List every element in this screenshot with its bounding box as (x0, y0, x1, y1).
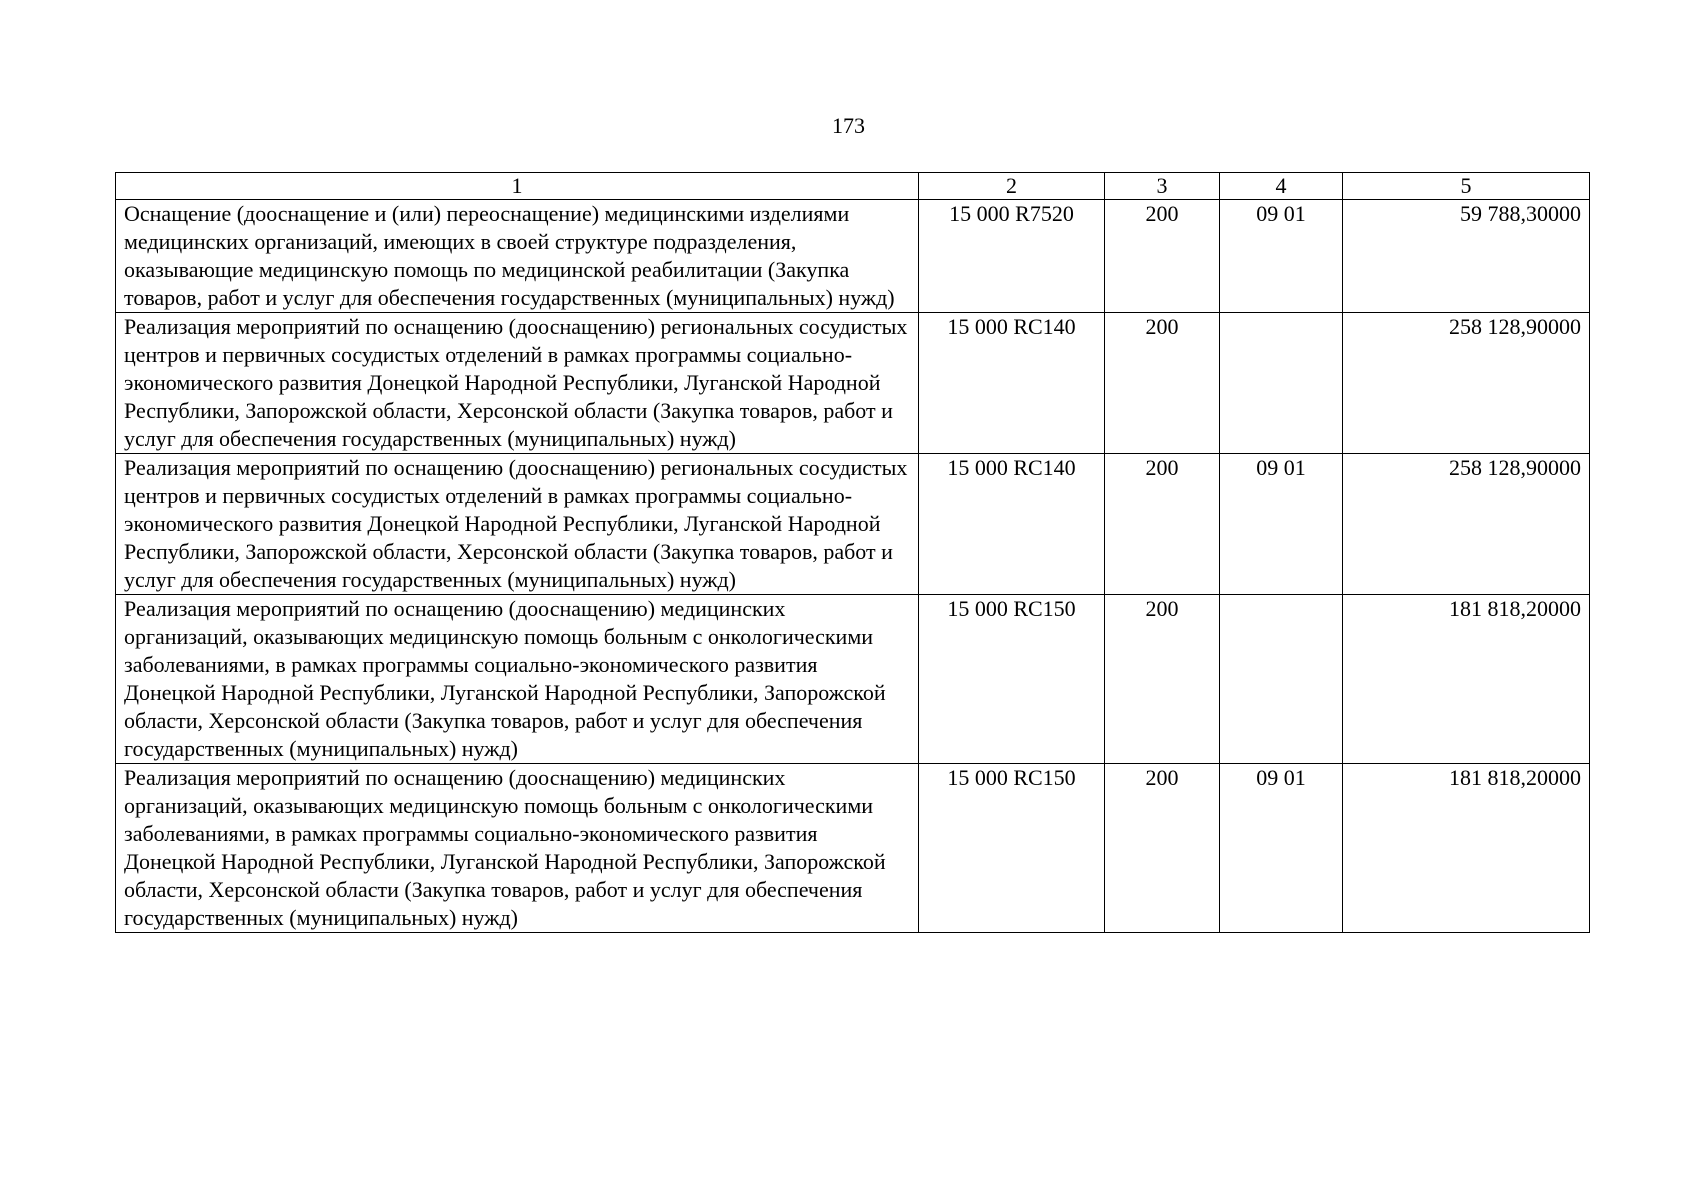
row-sum: 258 128,90000 (1343, 313, 1590, 454)
row-expense-type: 200 (1105, 200, 1220, 313)
page-number: 173 (832, 113, 865, 138)
table-row (116, 454, 1590, 595)
row-sum: 258 128,90000 (1343, 454, 1590, 595)
row-name: Реализация мероприятий по оснащению (дооснащению) медицинских организаций, оказывающих медицинскую помощь больным с онкологическими заболеваниями, в рамках программы социально-экономического развития Донецкой Народной Республики, Луганской Народной Республики, Запорожской области, Херсонской области (Закупка товаров, работ и услуг для обеспечения государственных (муниципальных) нужд) (116, 764, 919, 933)
row-code: 15 000 RC140 (919, 313, 1105, 454)
table-header-row (116, 173, 1590, 200)
row-sum: 181 818,20000 (1343, 764, 1590, 933)
row-name: Реализация мероприятий по оснащению (дооснащению) медицинских организаций, оказывающих медицинскую помощь больным с онкологическими заболеваниями, в рамках программы социально-экономического развития Донецкой Народной Республики, Луганской Народной Республики, Запорожской области, Херсонской области (Закупка товаров, работ и услуг для обеспечения государственных (муниципальных) нужд) (116, 595, 919, 764)
row-code: 15 000 R7520 (919, 200, 1105, 313)
row-code: 15 000 RC150 (919, 764, 1105, 933)
row-section (1220, 595, 1343, 764)
row-sum: 181 818,20000 (1343, 595, 1590, 764)
column-header-2: 2 (919, 173, 1105, 200)
column-header-3: 3 (1105, 173, 1220, 200)
column-header-5: 5 (1343, 173, 1590, 200)
row-expense-type: 200 (1105, 313, 1220, 454)
row-name: Оснащение (дооснащение и (или) переоснащение) медицинскими изделиями медицинских организаций, имеющих в своей структуре подразделения, оказывающие медицинскую помощь по медицинской реабилитации (Закупка товаров, работ и услуг для обеспечения государственных (муниципальных) нужд) (116, 200, 919, 313)
column-header-1: 1 (116, 173, 919, 200)
row-expense-type: 200 (1105, 595, 1220, 764)
table-row (116, 764, 1590, 933)
table-row (116, 200, 1590, 313)
row-section (1220, 313, 1343, 454)
row-expense-type: 200 (1105, 764, 1220, 933)
row-name: Реализация мероприятий по оснащению (дооснащению) региональных сосудистых центров и первичных сосудистых отделений в рамках программы социально-экономического развития Донецкой Народной Республики, Луганской Народной Республики, Запорожской области, Херсонской области (Закупка товаров, работ и услуг для обеспечения государственных (муниципальных) нужд) (116, 454, 919, 595)
row-section: 09 01 (1220, 764, 1343, 933)
row-section: 09 01 (1220, 200, 1343, 313)
row-code: 15 000 RC140 (919, 454, 1105, 595)
column-header-4: 4 (1220, 173, 1343, 200)
table-row (116, 313, 1590, 454)
row-expense-type: 200 (1105, 454, 1220, 595)
budget-table (115, 172, 1590, 933)
table-row (116, 595, 1590, 764)
row-code: 15 000 RC150 (919, 595, 1105, 764)
row-section: 09 01 (1220, 454, 1343, 595)
row-sum: 59 788,30000 (1343, 200, 1590, 313)
row-name: Реализация мероприятий по оснащению (дооснащению) региональных сосудистых центров и первичных сосудистых отделений в рамках программы социально-экономического развития Донецкой Народной Республики, Луганской Народной Республики, Запорожской области, Херсонской области (Закупка товаров, работ и услуг для обеспечения государственных (муниципальных) нужд) (116, 313, 919, 454)
